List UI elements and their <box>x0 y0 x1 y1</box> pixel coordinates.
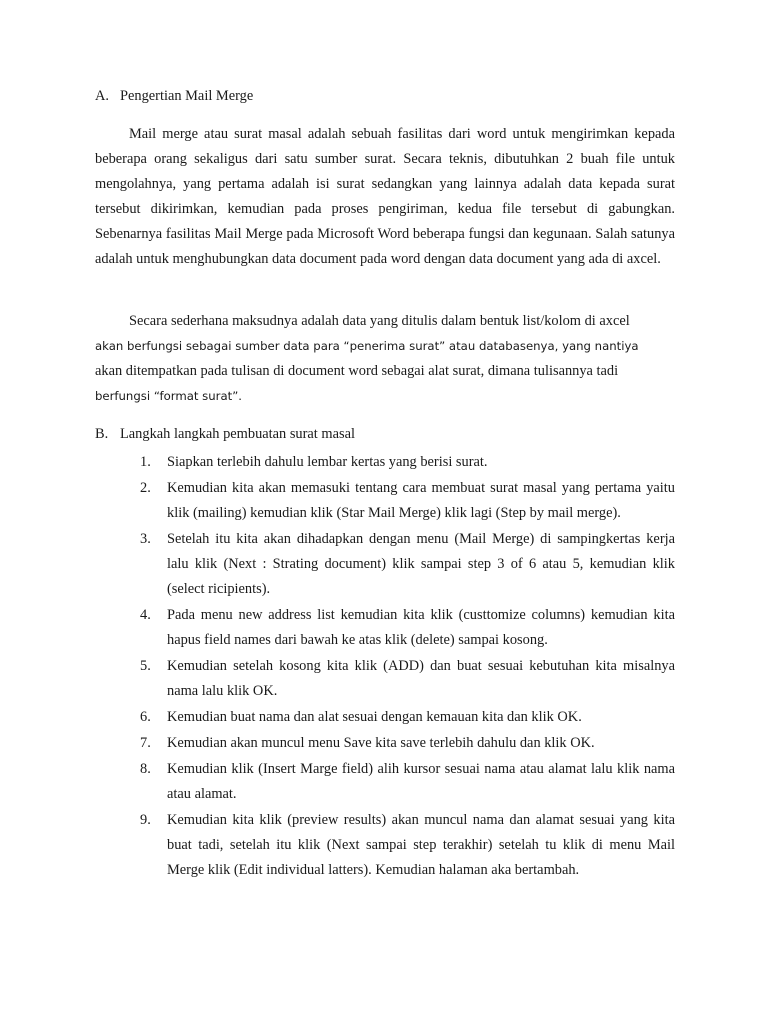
step-text: Kemudian kita klik (preview results) akan muncul nama dan alamat sesuai yang kita buat tadi, setelah itu klik (Next sampai step terakhir) setelah tu klik di menu Mail Merge klik (Edit individual latters). Kemudian halaman aka bertambah. <box>167 812 675 878</box>
step-text: Kemudian buat nama dan alat sesuai dengan kemauan kita dan klik OK. <box>167 709 582 725</box>
step-item <box>140 527 675 602</box>
step-number: 5. <box>140 658 151 674</box>
step-number: 8. <box>140 761 151 777</box>
step-item <box>140 705 675 730</box>
section-a-paragraph-1: Mail merge atau surat masal adalah sebuah fasilitas dari word untuk mengirimkan kepada beberapa orang sekaligus dari satu sumber surat. Secara teknis, dibutuhkan 2 buah file untuk mengolahnya, yang pertama adalah isi surat sedangkan yang lainnya adalah data kepada surat tersebut dikirimkan, kemudian pada proses pengiriman, kedua file tersebut di gabungkan. Sebenarnya fasilitas Mail Merge pada Microsoft Word beberapa fungsi dan kegunaan. Salah satunya adalah untuk menghubungkan data document pada word dengan data document yang ada di axcel. <box>95 126 675 267</box>
step-number: 6. <box>140 709 151 725</box>
step-item <box>140 757 675 807</box>
step-number: 9. <box>140 812 151 828</box>
section-a-paragraph-2 <box>95 309 675 409</box>
step-item <box>140 731 675 756</box>
step-number: 2. <box>140 480 151 496</box>
step-text: Pada menu new address list kemudian kita klik (custtomize columns) kemudian kita hapus field names dari bawah ke atas klik (delete) sampai kosong. <box>167 607 675 648</box>
step-number: 3. <box>140 531 151 547</box>
step-item <box>140 808 675 883</box>
section-b-letter: B. <box>95 426 109 442</box>
step-text: Setelah itu kita akan dihadapkan dengan menu (Mail Merge) di sampingkertas kerja lalu klik (Next : Strating document) klik sampai step 3 of 6 atau 5, kemudian klik (select ricipients). <box>167 531 675 597</box>
step-number: 1. <box>140 454 151 470</box>
step-item <box>140 603 675 653</box>
step-item <box>140 654 675 704</box>
paragraph-2-mid: akan ditempatkan pada tulisan di document word sebagai alat surat, dimana tulisannya tadi <box>95 363 619 379</box>
paragraph-2-end: berfungsi “format surat”. <box>95 389 242 403</box>
step-text: Kemudian akan muncul menu Save kita save terlebih dahulu dan klik OK. <box>167 735 595 751</box>
step-item <box>140 450 675 475</box>
section-b-title: Langkah langkah pembuatan surat masal <box>120 426 355 442</box>
paragraph-2-lead: Secara sederhana maksudnya adalah data yang ditulis dalam bentuk list/kolom di axcel <box>129 313 630 329</box>
section-b-heading <box>95 424 355 444</box>
step-number: 4. <box>140 607 151 623</box>
step-text: Kemudian setelah kosong kita klik (ADD) dan buat sesuai kebutuhan kita misalnya nama lalu klik OK. <box>167 658 675 699</box>
steps-list <box>140 450 675 884</box>
step-text: Kemudian klik (Insert Marge field) alih kursor sesuai nama atau alamat lalu klik nama atau alamat. <box>167 761 675 802</box>
section-a-title: Pengertian Mail Merge <box>120 88 254 104</box>
section-a-letter: A. <box>95 88 109 104</box>
step-text: Kemudian kita akan memasuki tentang cara membuat surat masal yang pertama yaitu klik (mailing) kemudian klik (Star Mail Merge) klik lagi (Step by mail merge). <box>167 480 675 521</box>
step-number: 7. <box>140 735 151 751</box>
step-text: Siapkan terlebih dahulu lembar kertas yang berisi surat. <box>167 454 488 470</box>
section-a-heading <box>95 86 253 106</box>
paragraph-2-rest: akan berfungsi sebagai sumber data para “penerima surat” atau databasenya, yang nantiya <box>95 339 639 353</box>
step-item <box>140 476 675 526</box>
